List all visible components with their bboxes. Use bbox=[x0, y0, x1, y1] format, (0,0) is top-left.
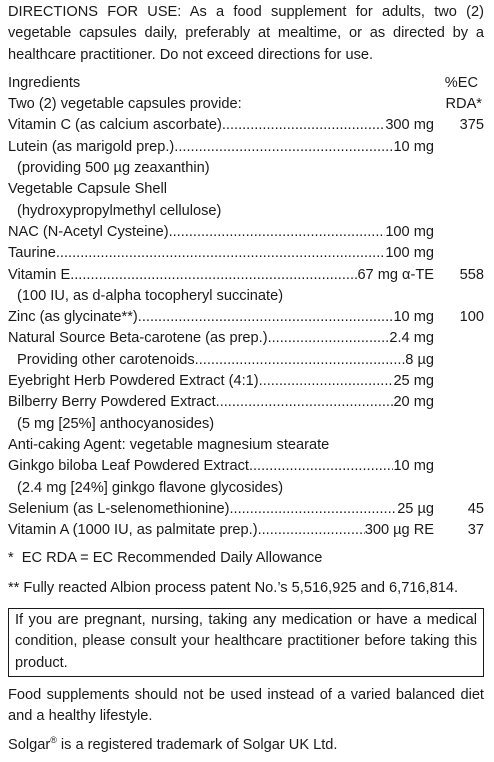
ingredient-name: Natural Source Beta-carotene (as prep.) bbox=[8, 330, 268, 347]
trademark-note bbox=[8, 735, 484, 756]
leader-dots bbox=[195, 350, 406, 371]
ingredient-amount: 300 mg bbox=[385, 117, 434, 134]
leader-dots bbox=[268, 328, 390, 349]
ingredient-rda: 37 bbox=[467, 522, 484, 539]
ingredient-name: (5 mg [25%] anthocyanosides) bbox=[17, 415, 215, 432]
ingredient-table bbox=[8, 115, 484, 541]
ingredient-amount: 300 µg RE bbox=[364, 522, 434, 539]
ingredient-name: Lutein (as marigold prep.) bbox=[8, 138, 175, 155]
ingredient-amount: 20 mg bbox=[393, 394, 434, 411]
leader-dots bbox=[229, 499, 397, 520]
diet-note: Food supplements should not be used instead of a varied balanced diet and a healthy lifestyle. bbox=[8, 686, 484, 725]
ingredient-row bbox=[8, 307, 484, 328]
ingredient-amount: 67 mg α-TE bbox=[357, 266, 434, 283]
leader-dots bbox=[249, 456, 393, 477]
ingredient-amount: 100 mg bbox=[385, 245, 434, 262]
ingredient-name: (2.4 mg [24%] ginkgo flavone glycosides) bbox=[17, 479, 284, 496]
ingredient-amount: 10 mg bbox=[393, 458, 434, 475]
registered-mark: ® bbox=[50, 734, 57, 745]
capsules-provide-label: Two (2) vegetable capsules provide: bbox=[8, 96, 242, 113]
ingredient-name: Vegetable Capsule Shell bbox=[8, 181, 168, 198]
ingredient-amount: 10 mg bbox=[393, 138, 434, 155]
leader-dots bbox=[138, 307, 394, 328]
ingredient-name: Vitamin A (1000 IU, as palmitate prep.) bbox=[8, 522, 258, 539]
ingredient-amount: 25 µg bbox=[397, 500, 434, 517]
rda-footnote: * EC RDA = EC Recommended Daily Allowance bbox=[8, 550, 323, 567]
ingredient-name: (providing 500 µg zeaxanthin) bbox=[17, 160, 210, 177]
ingredient-rda: 45 bbox=[467, 500, 484, 517]
leader-dots bbox=[216, 392, 394, 413]
ingredient-row bbox=[8, 265, 484, 286]
ingredient-rda: 558 bbox=[459, 266, 484, 283]
ingredient-name: Zinc (as glycinate**) bbox=[8, 309, 138, 326]
ingredient-name: Ginkgo biloba Leaf Powdered Extract bbox=[8, 458, 249, 475]
ingredient-row bbox=[8, 478, 484, 499]
ingredient-name: Taurine bbox=[8, 245, 56, 262]
ingredient-name: NAC (N-Acetyl Cysteine) bbox=[8, 223, 169, 240]
ingredient-row bbox=[8, 350, 484, 371]
ingredient-amount: 25 mg bbox=[393, 373, 434, 390]
albion-footnote: ** Fully reacted Albion process patent No.’s 5,516,925 and 6,716,814. bbox=[8, 579, 459, 596]
ingredient-name: Vitamin C (as calcium ascorbate) bbox=[8, 117, 222, 134]
ingredient-row bbox=[8, 137, 484, 158]
warning-text: If you are pregnant, nursing, taking any medication or have a medical condition, please consult your healthcare practitioner before taking this product. bbox=[15, 612, 477, 671]
trademark-text: is a registered trademark of Solgar UK Ltd. bbox=[56, 736, 338, 753]
table-subheader bbox=[8, 94, 484, 115]
ingredient-row bbox=[8, 201, 484, 222]
ingredient-row bbox=[8, 435, 484, 456]
leader-dots bbox=[169, 222, 386, 243]
ingredient-row bbox=[8, 499, 484, 520]
ingredient-name: Anti-caking Agent: vegetable magnesium stearate bbox=[8, 436, 330, 453]
ingredient-rda: 100 bbox=[459, 309, 484, 326]
ingredient-amount: 2.4 mg bbox=[389, 330, 434, 347]
ingredient-row bbox=[8, 414, 484, 435]
ingredient-name: Providing other carotenoids bbox=[17, 351, 195, 368]
ingredient-row bbox=[8, 286, 484, 307]
ingredient-name: Vitamin E bbox=[8, 266, 71, 283]
leader-dots bbox=[70, 265, 357, 286]
table-header bbox=[8, 73, 484, 94]
leader-dots bbox=[259, 371, 394, 392]
ingredient-row bbox=[8, 456, 484, 477]
ingredients-heading: Ingredients bbox=[8, 74, 81, 91]
leader-dots bbox=[258, 520, 365, 541]
ingredient-name: (hydroxypropylmethyl cellulose) bbox=[17, 202, 222, 219]
ingredient-row bbox=[8, 243, 484, 264]
ingredient-amount: 100 mg bbox=[385, 223, 434, 240]
directions-text: DIRECTIONS FOR USE: As a food supplement for adults, two (2) vegetable capsules daily, preferably at mealtime, or as directed by a healthcare practitioner. Do not exceed directions for use. bbox=[8, 4, 484, 63]
leader-dots bbox=[56, 243, 385, 264]
ingredient-name: Bilberry Berry Powdered Extract bbox=[8, 394, 216, 411]
ingredient-rda: 375 bbox=[459, 117, 484, 134]
ingredient-row bbox=[8, 371, 484, 392]
leader-dots bbox=[174, 137, 393, 158]
warning-box bbox=[8, 608, 484, 677]
leader-dots bbox=[222, 115, 385, 136]
ingredient-row bbox=[8, 115, 484, 136]
ingredient-amount: 8 µg bbox=[405, 351, 434, 368]
rda-heading: RDA* bbox=[445, 96, 482, 113]
ingredient-row bbox=[8, 328, 484, 349]
ingredient-row bbox=[8, 222, 484, 243]
ingredient-row bbox=[8, 520, 484, 541]
ec-heading: %EC bbox=[444, 74, 478, 91]
ingredient-name: Selenium (as L-selenomethionine) bbox=[8, 500, 230, 517]
ingredient-row bbox=[8, 158, 484, 179]
trademark-brand: Solgar bbox=[8, 736, 51, 753]
ingredient-amount: 10 mg bbox=[393, 309, 434, 326]
ingredient-name: (100 IU, as d-alpha tocopheryl succinate) bbox=[17, 287, 284, 304]
ingredient-row bbox=[8, 392, 484, 413]
ingredient-row bbox=[8, 179, 484, 200]
ingredient-name: Eyebright Herb Powdered Extract (4:1) bbox=[8, 373, 259, 390]
